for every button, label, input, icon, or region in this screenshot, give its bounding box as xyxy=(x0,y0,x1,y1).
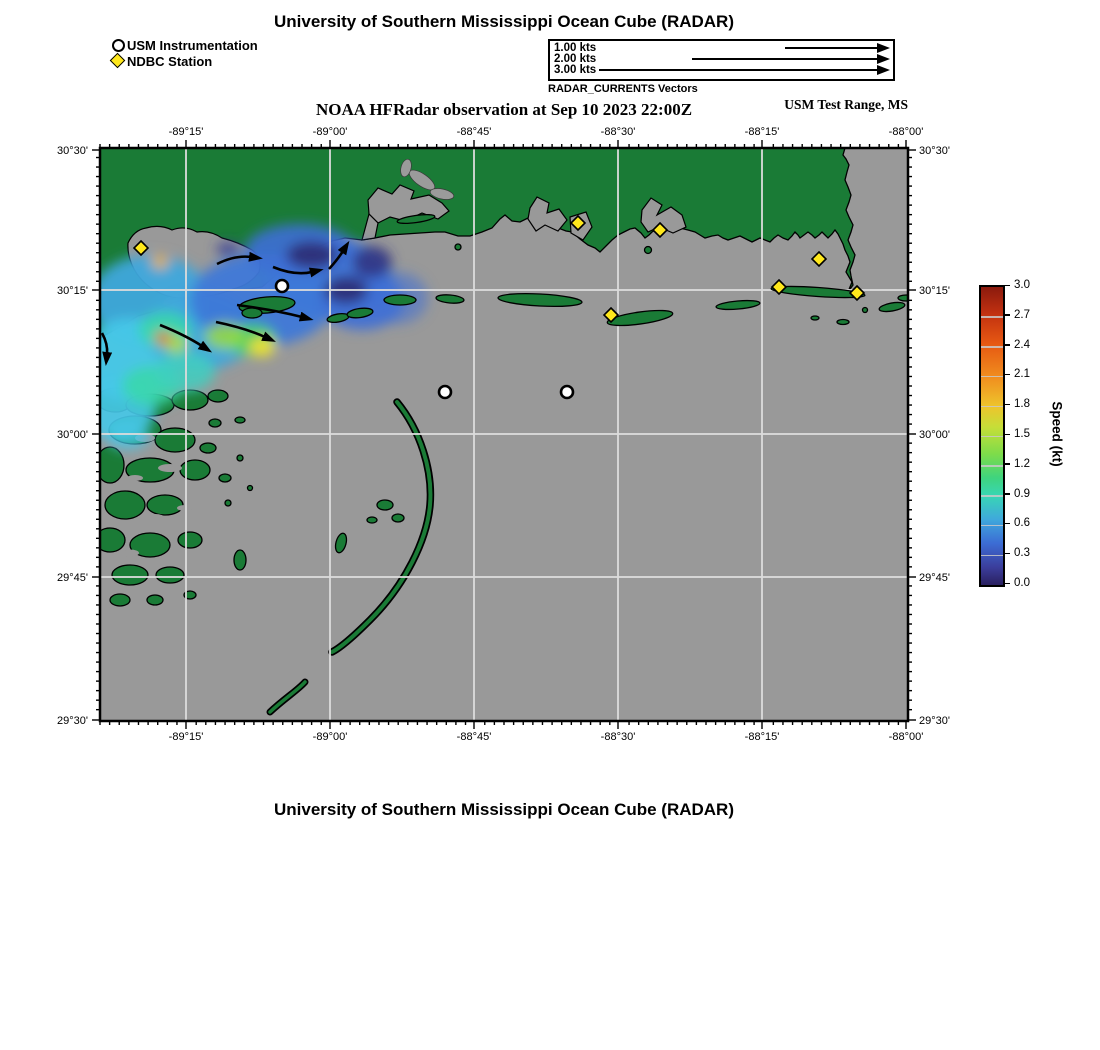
speed-blob xyxy=(152,255,168,269)
marsh-channel xyxy=(121,550,139,557)
colorbar-tick xyxy=(1003,374,1010,376)
scale-arrowhead-icon xyxy=(877,65,890,75)
colorbar-tick xyxy=(1003,404,1010,406)
colorbar-tick xyxy=(1003,493,1010,495)
colorbar-tick xyxy=(1003,553,1010,555)
axis-tick-label: 29°45' xyxy=(57,572,88,584)
marsh-island xyxy=(219,474,231,482)
marsh-island xyxy=(155,428,195,452)
axis-tick-label: 29°30' xyxy=(919,715,950,727)
axis-tick-label: 30°00' xyxy=(919,429,950,441)
axis-tick-label: -88°00' xyxy=(888,126,924,138)
colorbar-tick-label: 2.7 xyxy=(1014,308,1030,321)
axis-tick-label: 29°30' xyxy=(57,715,88,727)
colorbar-tick xyxy=(1003,344,1010,346)
colorbar-tick xyxy=(1003,463,1010,465)
marsh-island xyxy=(105,491,145,519)
marsh-island xyxy=(209,419,221,427)
marsh-island xyxy=(178,532,202,548)
colorbar-tick-label: 2.1 xyxy=(1014,368,1030,381)
colorbar-grid-line xyxy=(981,346,1003,348)
axis-tick-label: 30°15' xyxy=(919,285,950,297)
colorbar-grid-line xyxy=(981,555,1003,557)
scale-arrow-line xyxy=(692,58,878,60)
speed-blob xyxy=(249,337,275,357)
marsh-island xyxy=(200,443,216,453)
axis-tick-label: -88°15' xyxy=(744,731,780,743)
observation-subtitle: NOAA HFRadar observation at Sep 10 2023 22:00Z xyxy=(315,100,693,119)
symbol-legend xyxy=(112,37,258,69)
colorbar-tick-label: 3.0 xyxy=(1014,279,1030,291)
marsh-island xyxy=(180,460,210,480)
colorbar-grid-line xyxy=(981,525,1003,527)
colorbar-grid-line xyxy=(981,436,1003,438)
axis-tick-label: 30°00' xyxy=(57,429,88,441)
axis-tick-label: -88°30' xyxy=(600,126,636,138)
colorbar-tick-label: 0.9 xyxy=(1014,487,1030,500)
marsh-island xyxy=(156,567,184,583)
scale-arrow-line xyxy=(599,69,878,71)
speed-blob xyxy=(155,331,171,345)
marsh-island xyxy=(237,455,243,461)
scale-arrowhead-icon xyxy=(877,54,890,64)
usm-site-marker xyxy=(561,386,573,398)
colorbar-tick xyxy=(1003,314,1010,316)
axis-tick-label: -88°30' xyxy=(600,731,636,743)
marsh-channel xyxy=(145,514,165,522)
colorbar-tick xyxy=(1003,434,1010,436)
legend-item-usm-instrumentation xyxy=(112,37,258,53)
colorbar-grid-line xyxy=(981,465,1003,467)
marsh-island xyxy=(147,595,163,605)
speed-blob xyxy=(216,242,240,256)
map-canvas xyxy=(40,118,980,768)
marsh-island xyxy=(208,390,228,402)
colorbar-tick-label: 0.6 xyxy=(1014,517,1030,530)
marsh-island xyxy=(225,500,231,506)
colorbar-axis-label: Speed (kt) xyxy=(1049,401,1065,467)
marsh-island xyxy=(147,495,183,515)
scale-entry-label: 1.00 kts xyxy=(554,42,597,54)
colorbar-tick-label: 0.3 xyxy=(1014,547,1030,560)
scale-arrowhead-icon xyxy=(877,43,890,53)
colorbar-grid-line xyxy=(981,495,1003,497)
legend-item-ndbc-station xyxy=(112,53,258,69)
usm-site-marker xyxy=(439,386,451,398)
figure-title-top: University of Southern Mississippi Ocean Cube (RADAR) xyxy=(273,12,734,31)
colorbar-tick-label: 1.8 xyxy=(1014,398,1030,411)
axis-tick-label: -88°15' xyxy=(744,126,780,138)
colorbar-grid-line xyxy=(981,406,1003,408)
axis-tick-label: -88°45' xyxy=(456,731,492,743)
figure-title-bottom: University of Southern Mississippi Ocean Cube (RADAR) xyxy=(273,800,734,819)
axis-tick-label: -88°00' xyxy=(888,731,924,743)
marsh-island xyxy=(110,594,130,606)
axis-tick-label: -89°15' xyxy=(168,731,204,743)
marsh-channel xyxy=(158,464,182,472)
marsh-island xyxy=(248,486,253,491)
axis-tick-label: 29°45' xyxy=(919,572,950,584)
legend-label: NDBC Station xyxy=(127,53,213,69)
axis-tick-label: 30°15' xyxy=(57,285,88,297)
legend-label: USM Instrumentation xyxy=(127,37,258,53)
colorbar-tick-label: 1.2 xyxy=(1014,457,1030,470)
marsh-island xyxy=(112,565,148,585)
usm-site-marker xyxy=(276,280,288,292)
scale-entry-label: 3.00 kts xyxy=(554,64,597,76)
range-label: USM Test Range, MS xyxy=(784,97,908,112)
axis-tick-label: -88°45' xyxy=(456,126,492,138)
vector-scale-caption: RADAR_CURRENTS Vectors xyxy=(548,83,698,95)
axis-tick-label: -89°00' xyxy=(312,731,348,743)
colorbar-tick xyxy=(1003,285,1010,287)
colorbar-tick xyxy=(1003,583,1010,585)
usm-instrumentation-circle-icon xyxy=(112,39,124,51)
vector-scale-box xyxy=(548,39,895,81)
colorbar-grid-line xyxy=(981,376,1003,378)
colorbar xyxy=(979,285,1005,587)
scale-entry-label: 2.00 kts xyxy=(554,53,597,65)
ndbc-station-diamond-icon xyxy=(112,55,124,67)
colorbar-tick xyxy=(1003,523,1010,525)
colorbar-tick-label: 1.5 xyxy=(1014,428,1030,440)
speed-blob xyxy=(352,246,392,278)
speed-blob xyxy=(106,422,150,450)
colorbar-grid-line xyxy=(981,316,1003,318)
axis-tick-label: 30°30' xyxy=(919,145,950,157)
scale-arrow-line xyxy=(785,47,878,49)
axis-tick-label: 30°30' xyxy=(57,145,88,157)
marsh-channel xyxy=(127,475,143,481)
marsh-island xyxy=(235,417,245,423)
colorbar-tick-label: 2.4 xyxy=(1014,338,1030,351)
axis-tick-label: -89°00' xyxy=(312,126,348,138)
axis-tick-label: -89°15' xyxy=(168,126,204,138)
marsh-island xyxy=(234,550,246,570)
colorbar-tick-label: 0.0 xyxy=(1014,577,1030,589)
